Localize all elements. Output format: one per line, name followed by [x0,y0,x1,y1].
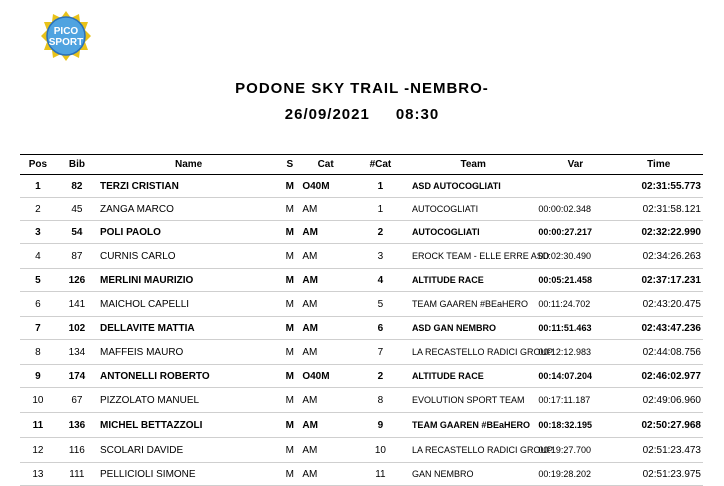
cell-pos: 8 [20,340,56,365]
cell-name: ANTONELLI ROBERTO [98,365,279,388]
cell-bib: 87 [56,244,98,269]
cell-name: PIZZOLATO MANUEL [98,388,279,413]
cell-bib: 111 [56,463,98,486]
cell-team: ASD AUTOCOGLIATI [410,175,536,198]
table-row [20,340,703,365]
event-time: 08:30 [395,106,440,123]
cell-cat: AM [300,438,351,463]
cell-bib: 45 [56,198,98,221]
logo-icon [40,10,92,62]
logo-text-line2: SPORT [48,37,84,48]
cell-sex: M [279,175,300,198]
table-row [20,438,703,463]
cell-pos: 6 [20,292,56,317]
table-row [20,365,703,388]
cell-time: 02:51:23.473 [614,438,703,463]
logo-text-line1: PICO [53,26,79,37]
cell-bib: 141 [56,292,98,317]
cell-cat: AM [300,317,351,340]
cell-sex: M [279,221,300,244]
table-row [20,269,703,292]
cell-pos: 2 [20,198,56,221]
col-header-pos: Pos [20,155,56,175]
event-title: PODONE SKY TRAIL -NEMBRO- [235,80,489,97]
cell-team: LA RECASTELLO RADICI GROUP [410,438,536,463]
cell-team: ASD GAN NEMBRO [410,317,536,340]
table-row [20,413,703,438]
cell-bib: 174 [56,365,98,388]
cell-pos: 7 [20,317,56,340]
cell-name: MAFFEIS MAURO [98,340,279,365]
cell-name: POLI PAOLO [98,221,279,244]
cell-sex: M [279,340,300,365]
cell-sex: M [279,463,300,486]
cell-pos: 4 [20,244,56,269]
cell-pos: 12 [20,438,56,463]
cell-catpos: 4 [351,269,410,292]
cell-catpos: 2 [351,365,410,388]
cell-team: TEAM GAAREN #BEaHERO [410,292,536,317]
cell-sex: M [279,388,300,413]
table-header-row [20,155,703,175]
col-header-var: Var [536,155,614,175]
cell-name: DELLAVITE MATTIA [98,317,279,340]
cell-var: 00:00:27.217 [536,221,614,244]
cell-cat: AM [300,269,351,292]
table-row [20,463,703,486]
cell-name: MERLINI MAURIZIO [98,269,279,292]
cell-team: ALTITUDE RACE [410,269,536,292]
cell-cat: AM [300,244,351,269]
cell-pos: 11 [20,413,56,438]
table-row [20,244,703,269]
cell-pos: 9 [20,365,56,388]
results-table [20,154,703,486]
cell-team: EVOLUTION SPORT TEAM [410,388,536,413]
table-row [20,292,703,317]
cell-catpos: 11 [351,463,410,486]
cell-time: 02:37:17.231 [614,269,703,292]
cell-name: TERZI CRISTIAN [98,175,279,198]
cell-cat: AM [300,463,351,486]
cell-team: GAN NEMBRO [410,463,536,486]
cell-catpos: 1 [351,175,410,198]
cell-time: 02:31:58.121 [614,198,703,221]
cell-cat: AM [300,413,351,438]
cell-bib: 126 [56,269,98,292]
cell-var: 00:18:32.195 [536,413,614,438]
cell-var [536,175,614,198]
cell-sex: M [279,413,300,438]
cell-name: MAICHOL CAPELLI [98,292,279,317]
event-date: 26/09/2021 [284,106,370,123]
cell-name: MICHEL BETTAZZOLI [98,413,279,438]
cell-var: 00:02:30.490 [536,244,614,269]
table-row [20,388,703,413]
cell-cat: AM [300,221,351,244]
col-header-team: Team [410,155,536,175]
cell-cat: AM [300,388,351,413]
cell-pos: 3 [20,221,56,244]
cell-time: 02:43:20.475 [614,292,703,317]
cell-cat: AM [300,198,351,221]
col-header-catpos: #Cat [351,155,410,175]
cell-sex: M [279,317,300,340]
cell-time: 02:44:08.756 [614,340,703,365]
col-header-name: Name [98,155,279,175]
cell-team: EROCK TEAM - ELLE ERRE ASD [410,244,536,269]
cell-catpos: 10 [351,438,410,463]
col-header-bib: Bib [56,155,98,175]
cell-name: SCOLARI DAVIDE [98,438,279,463]
cell-bib: 54 [56,221,98,244]
cell-team: ALTITUDE RACE [410,365,536,388]
cell-sex: M [279,269,300,292]
cell-time: 02:43:47.236 [614,317,703,340]
cell-catpos: 1 [351,198,410,221]
cell-bib: 82 [56,175,98,198]
cell-team: AUTOCOGLIATI [410,198,536,221]
col-header-cat: Cat [300,155,351,175]
cell-catpos: 3 [351,244,410,269]
col-header-sex: S [279,155,300,175]
cell-var: 00:14:07.204 [536,365,614,388]
cell-cat: AM [300,292,351,317]
cell-bib: 116 [56,438,98,463]
cell-sex: M [279,438,300,463]
cell-cat: O40M [300,365,351,388]
cell-time: 02:51:23.975 [614,463,703,486]
pico-sport-logo [40,10,92,62]
cell-cat: O40M [300,175,351,198]
cell-time: 02:32:22.990 [614,221,703,244]
cell-time: 02:34:26.263 [614,244,703,269]
cell-time: 02:49:06.960 [614,388,703,413]
table-row [20,221,703,244]
cell-team: TEAM GAAREN #BEaHERO [410,413,536,438]
cell-time: 02:46:02.977 [614,365,703,388]
cell-var: 00:19:27.700 [536,438,614,463]
event-datetime [0,106,724,123]
cell-name: ZANGA MARCO [98,198,279,221]
cell-pos: 1 [20,175,56,198]
cell-time: 02:50:27.968 [614,413,703,438]
cell-var: 00:17:11.187 [536,388,614,413]
cell-var: 00:19:28.202 [536,463,614,486]
cell-var: 00:11:24.702 [536,292,614,317]
cell-sex: M [279,244,300,269]
cell-bib: 67 [56,388,98,413]
cell-name: CURNIS CARLO [98,244,279,269]
cell-catpos: 7 [351,340,410,365]
cell-sex: M [279,198,300,221]
cell-catpos: 6 [351,317,410,340]
cell-catpos: 2 [351,221,410,244]
cell-catpos: 5 [351,292,410,317]
cell-name: PELLICIOLI SIMONE [98,463,279,486]
results-body [20,175,703,486]
cell-var: 00:00:02.348 [536,198,614,221]
cell-team: AUTOCOGLIATI [410,221,536,244]
cell-pos: 10 [20,388,56,413]
cell-bib: 136 [56,413,98,438]
cell-var: 00:12:12.983 [536,340,614,365]
cell-sex: M [279,292,300,317]
cell-bib: 134 [56,340,98,365]
table-row [20,175,703,198]
cell-catpos: 8 [351,388,410,413]
cell-cat: AM [300,340,351,365]
cell-catpos: 9 [351,413,410,438]
cell-sex: M [279,365,300,388]
cell-pos: 13 [20,463,56,486]
table-row [20,198,703,221]
cell-var: 00:11:51.463 [536,317,614,340]
table-row [20,317,703,340]
col-header-time: Time [614,155,703,175]
cell-bib: 102 [56,317,98,340]
cell-time: 02:31:55.773 [614,175,703,198]
cell-team: LA RECASTELLO RADICI GROUP [410,340,536,365]
cell-pos: 5 [20,269,56,292]
cell-var: 00:05:21.458 [536,269,614,292]
